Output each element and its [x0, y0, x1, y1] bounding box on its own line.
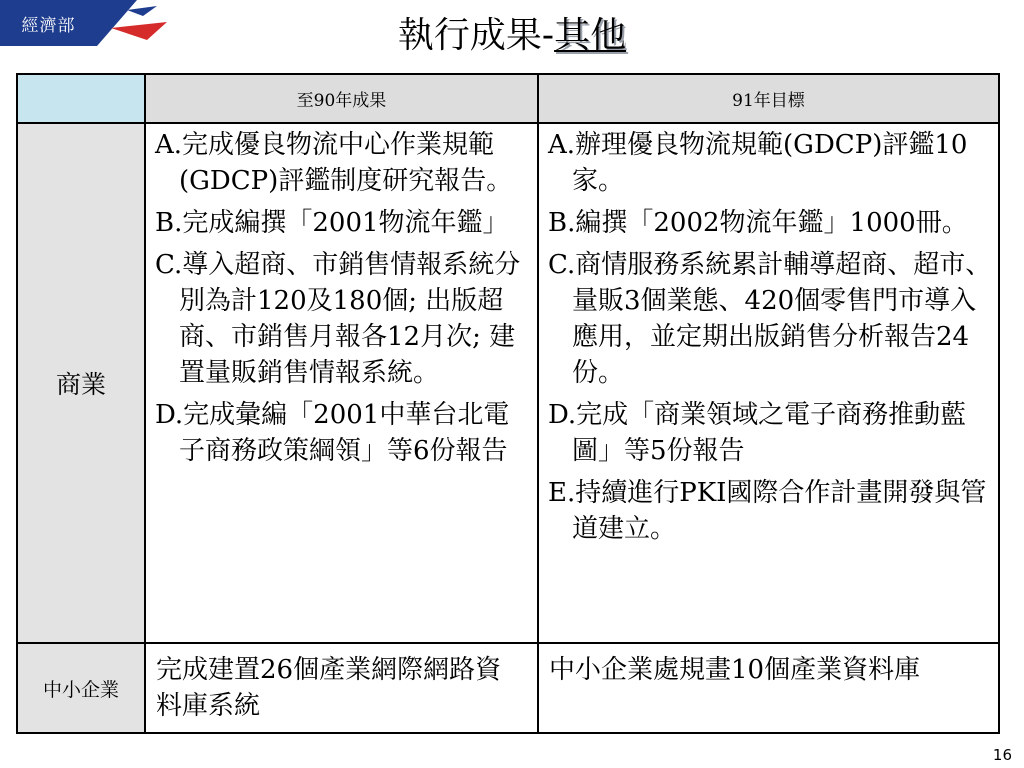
ministry-logo-label: 經濟部 [0, 0, 97, 46]
list-item: A.辦理優良物流規範(GDCP)評鑑10家。 [548, 130, 968, 196]
list-item: A.完成優良物流中心作業規範(GDCP)評鑑制度研究報告。 [155, 130, 513, 196]
page-number: 16 [992, 746, 1012, 764]
list-item: B.完成編撰「2001物流年鑑」 [155, 208, 509, 238]
commerce-results-cell [145, 123, 538, 643]
header-cell-target-91: 91年目標 [538, 74, 999, 123]
table-row-sme [17, 643, 999, 733]
list-item: D.完成彙編「2001中華台北電子商務政策綱領」等6份報告 [155, 400, 510, 466]
title-highlight: 其他 [554, 15, 627, 56]
sme-results-cell: 完成建置26個產業網際網路資料庫系統 [145, 643, 538, 733]
commerce-targets-cell [538, 123, 999, 643]
row-label-sme: 中小企業 [17, 643, 145, 733]
list-item: B.編撰「2002物流年鑑」1000冊。 [548, 208, 968, 238]
sme-targets-cell: 中小企業處規畫10個產業資料庫 [538, 643, 999, 733]
header-cell-results-90: 至90年成果 [145, 74, 538, 123]
list-item: E.持續進行PKI國際合作計畫開發與管道建立。 [548, 478, 987, 544]
row-label-commerce: 商業 [17, 123, 145, 643]
list-item: C.導入超商、市銷售情報系統分別為計120及180個; 出版超商、市銷售月報各12月次; 建置量販銷售情報系統。 [155, 250, 521, 388]
list-item: D.完成「商業領域之電子商務推動藍圖」等5份報告 [548, 400, 967, 466]
list-item: C.商情服務系統累計輔導超商、超市、量販3個業態、420個零售門市導入應用，並定期出版銷售分析報告24份。 [548, 250, 992, 388]
table-row-commerce [17, 123, 999, 643]
page-title [0, 14, 1024, 58]
header-corner-cell [17, 74, 145, 123]
table-header-row [17, 74, 999, 123]
results-table [16, 73, 1000, 734]
title-prefix: 執行成果- [397, 15, 555, 56]
